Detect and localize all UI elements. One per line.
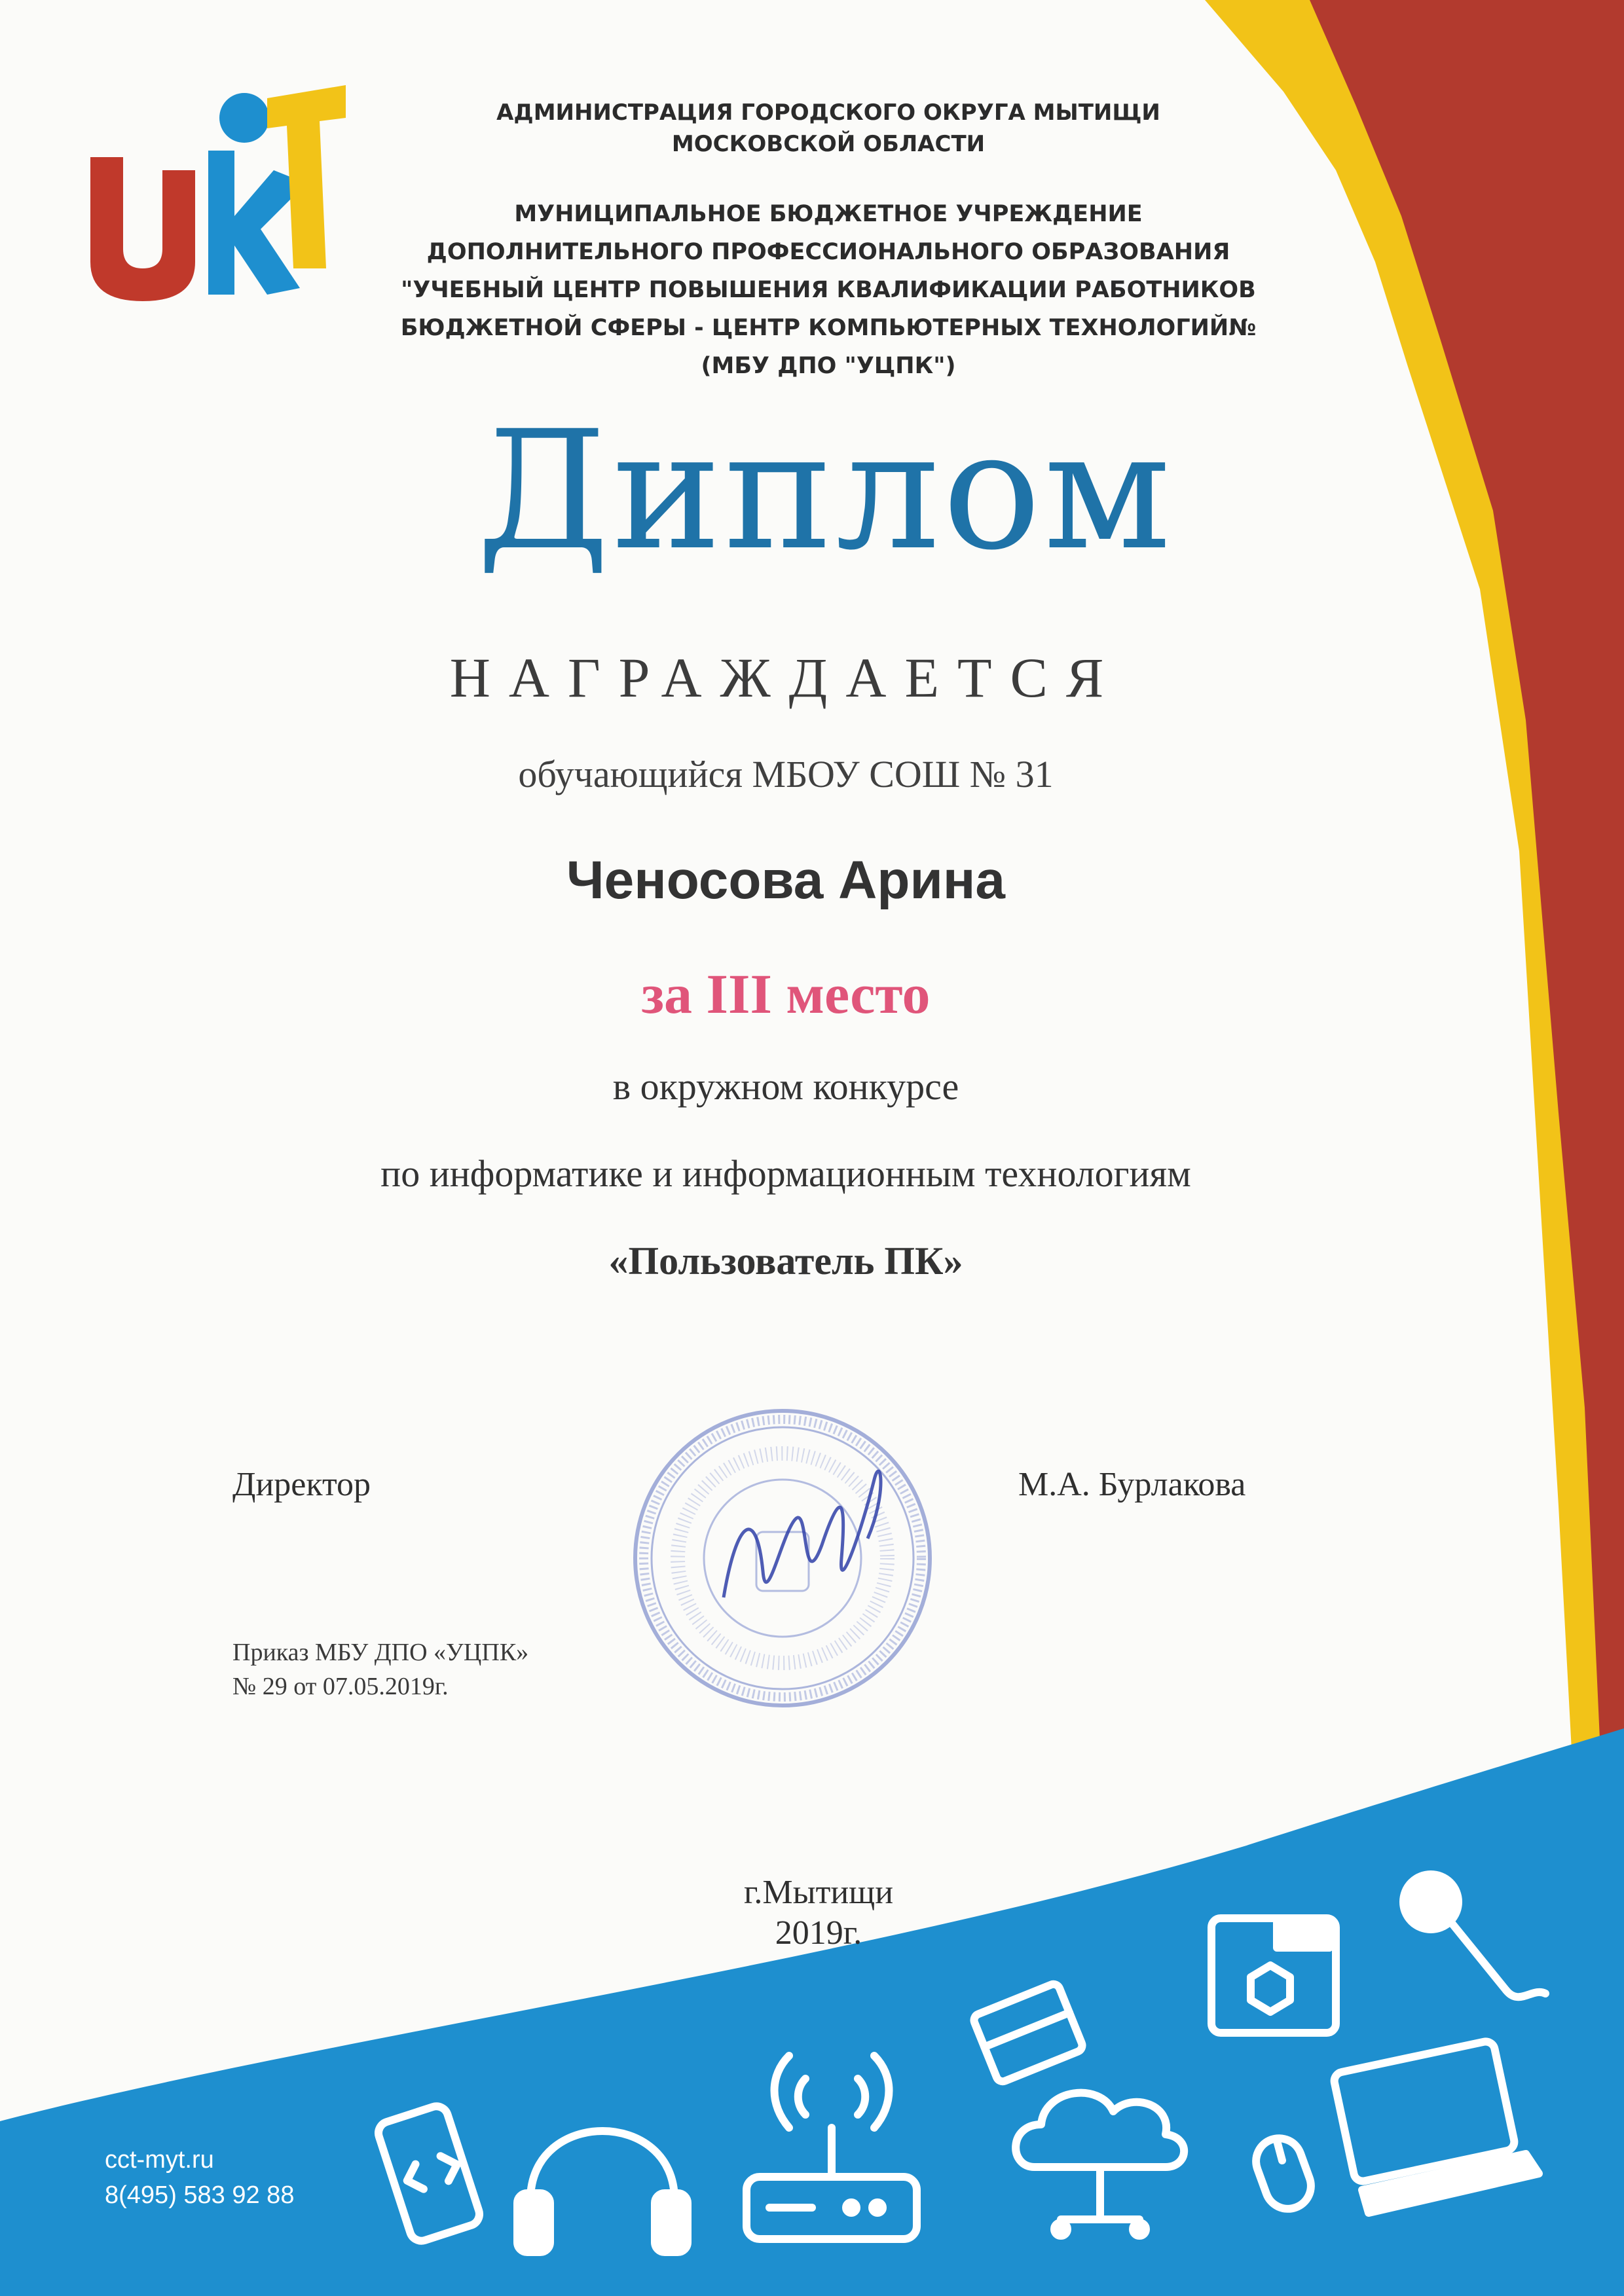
- contest-name: «Пользователь ПК»: [608, 1239, 963, 1283]
- footer-site: cct-myt.ru: [105, 2146, 214, 2174]
- city-label: г.Мытищи: [743, 1874, 894, 1911]
- awarded-heading: НАГРАЖДАЕТСЯ: [449, 646, 1122, 709]
- recipient-name: Ченосова Арина: [566, 850, 1005, 910]
- cloud-icon: [1016, 2093, 1184, 2236]
- place-award: за III место: [641, 962, 931, 1025]
- contest-line-2: по информатике и информационным технологиям: [380, 1152, 1191, 1195]
- footer-contacts: [105, 2142, 294, 2213]
- org-line-1: МУНИЦИПАЛЬНОЕ БЮДЖЕТНОЕ УЧРЕЖДЕНИЕ: [514, 201, 1143, 227]
- order-line-1: Приказ МБУ ДПО «УЦПК»: [232, 1639, 529, 1666]
- order-line-2: № 29 от 07.05.2019г.: [232, 1673, 449, 1700]
- router-icon: [747, 2056, 917, 2239]
- org-line-4: БЮДЖЕТНОЙ СФЕРЫ - ЦЕНТР КОМПЬЮТЕРНЫХ ТЕХНОЛОГИЙ№: [400, 315, 1257, 341]
- printer-3d-icon: [1211, 1918, 1336, 2033]
- student-line: обучающийся МБОУ СОШ № 31: [518, 753, 1054, 795]
- org-line-5: (МБУ ДПО "УЦПК"): [701, 353, 956, 379]
- admin-line-1: АДМИНИСТРАЦИЯ ГОРОДСКОГО ОКРУГА МЫТИЩИ: [496, 100, 1160, 126]
- headphones-icon: [517, 2131, 688, 2252]
- director-name: М.А. Бурлакова: [1018, 1466, 1246, 1503]
- footer-phone: 8(495) 583 92 88: [105, 2181, 295, 2209]
- diploma-title: Диплом: [476, 395, 1174, 586]
- card-icon: [972, 1982, 1084, 2083]
- contest-line-1: в окружном конкурсе: [612, 1065, 959, 1108]
- phone-icon: [375, 2104, 482, 2244]
- org-line-2: ДОПОЛНИТЕЛЬНОГО ПРОФЕССИОНАЛЬНОГО ОБРАЗОВАНИЯ: [426, 239, 1230, 265]
- microphone-icon: [1403, 1874, 1545, 1997]
- admin-line-2: МОСКОВСКОЙ ОБЛАСТИ: [671, 131, 986, 157]
- mouse-icon: [1249, 2132, 1317, 2215]
- org-line-3: "УЧЕБНЫЙ ЦЕНТР ПОВЫШЕНИЯ КВАЛИФИКАЦИИ РАБОТНИКОВ: [401, 277, 1256, 303]
- laptop-icon: [1333, 2040, 1539, 2213]
- director-label: Директор: [232, 1466, 371, 1503]
- year-label: 2019г.: [775, 1914, 862, 1952]
